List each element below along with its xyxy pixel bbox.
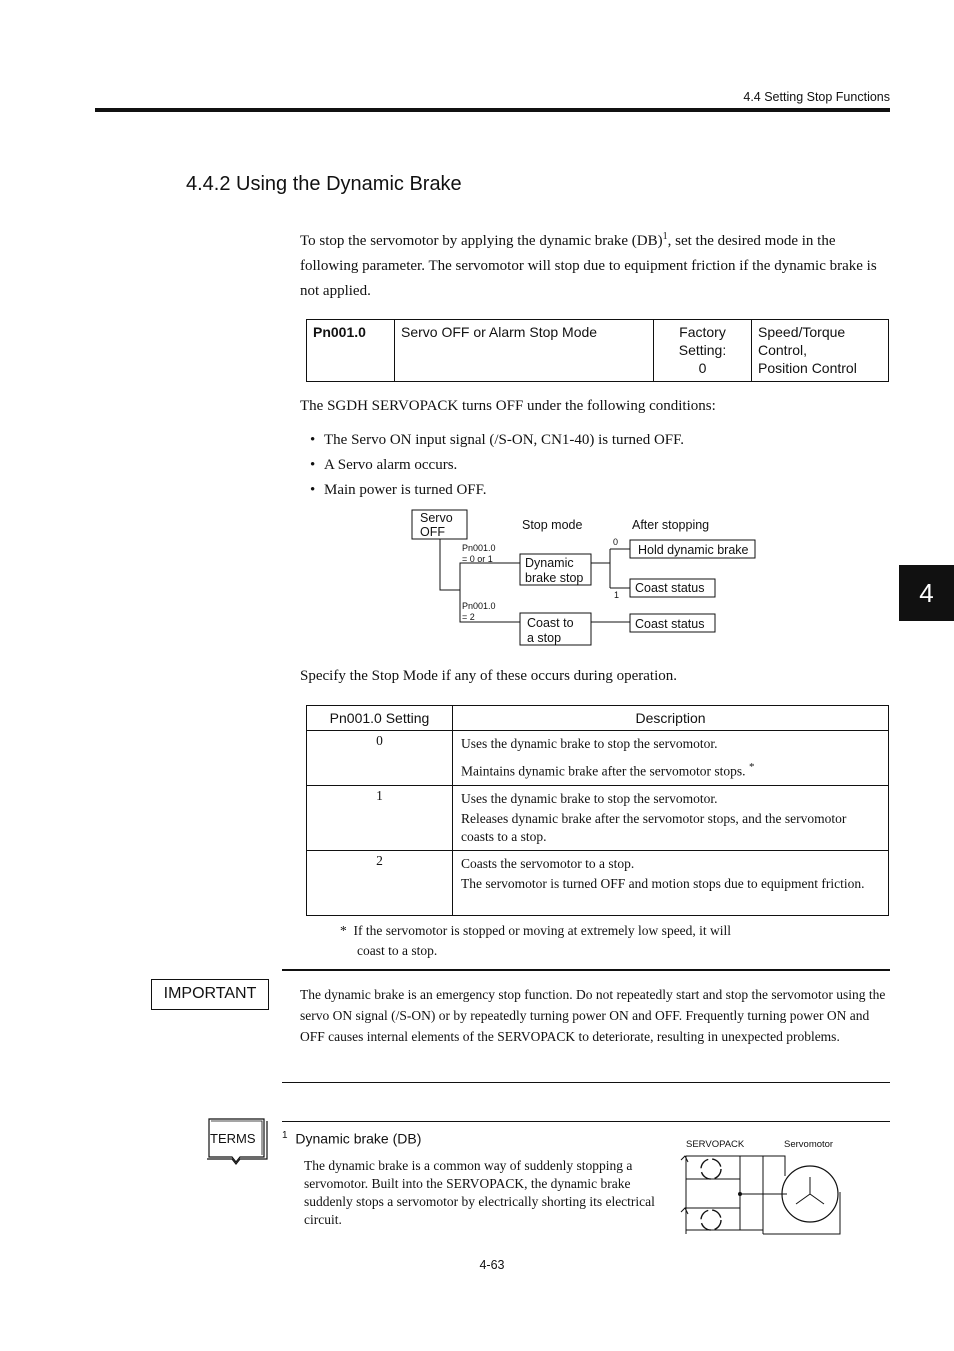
conditions-list [310, 428, 684, 503]
condition-b-label-1: Pn001.0 [462, 601, 496, 611]
dynamic-brake-stop-label-1: Dynamic [525, 556, 574, 570]
coast-status-label-1: Coast status [635, 581, 705, 595]
dynamic-brake-circuit-diagram [675, 1132, 850, 1242]
description-line: Coasts the servomotor to a stop. [461, 855, 635, 871]
stop-mode-header: Stop mode [522, 518, 583, 532]
setting-description [453, 850, 889, 915]
header-rule [95, 108, 890, 112]
terms-heading-text: Dynamic brake (DB) [295, 1130, 422, 1147]
setting-description [453, 731, 889, 786]
description-line [461, 758, 880, 781]
list-item: • The Servo ON input signal (/S-ON, CN1-40) is turned OFF. [310, 428, 684, 453]
footnote-line-1 [340, 921, 800, 941]
servomotor-label: Servomotor [784, 1139, 834, 1150]
conditions-intro: The SGDH SERVOPACK turns OFF under the following conditions: [300, 398, 716, 414]
control-mode-line2: Position Control [758, 360, 857, 376]
footnote-text: If the servomotor is stopped or moving at extremely low speed, it will [353, 923, 732, 938]
table-footnote [340, 921, 800, 961]
condition-b-label-2: = 2 [462, 612, 475, 622]
terms-label: TERMS [210, 1131, 256, 1146]
intro-text-after: , set the desired mode in the following parameter. The servomotor will stop due to equipment friction if the dynamic brake is not applied. [300, 233, 877, 299]
running-header: 4.4 Setting Stop Functions [743, 90, 890, 104]
list-item: • A Servo alarm occurs. [310, 453, 684, 478]
setting-value: 2 [307, 850, 453, 915]
branch-0-label: 0 [613, 537, 619, 547]
footnote-asterisk: * [748, 761, 755, 773]
page-number: 4-63 [479, 1258, 505, 1272]
param-name: Servo OFF or Alarm Stop Mode [395, 320, 654, 382]
parameter-table [306, 319, 889, 382]
setting-description [453, 785, 889, 850]
description-line: Releases dynamic brake after the servomotor stops, and the servomotor coasts to a stop. [461, 810, 847, 844]
important-rule-bottom [282, 1082, 890, 1083]
important-text: The dynamic brake is an emergency stop function. Do not repeatedly start and stop the servomotor using the servo ON signal (/S-ON) or by repeatedly turning power ON and OFF. Frequently turning power ON and OFF causes internal elements of the SERVOPACK to deteriorate, resulting in unexpected problems. [300, 987, 886, 1044]
factory-setting-value: 0 [698, 360, 707, 376]
list-item: • Main power is turned OFF. [310, 478, 684, 503]
book-icon [206, 1115, 270, 1167]
coast-status-label-2: Coast status [635, 617, 705, 631]
servo-off-label-2: OFF [420, 525, 445, 539]
table-header-description: Description [453, 706, 889, 731]
hold-dynamic-brake-label: Hold dynamic brake [638, 543, 749, 557]
description-line: Uses the dynamic brake to stop the servomotor. [461, 790, 718, 806]
setting-value: 1 [307, 785, 453, 850]
param-number: Pn001.0 [307, 320, 395, 382]
coast-to-stop-label-1: Coast to [527, 616, 574, 630]
important-label: IMPORTANT [151, 979, 269, 1010]
section-title: 4.4.2 Using the Dynamic Brake [186, 173, 462, 195]
terms-heading [282, 1130, 421, 1147]
description-text: Maintains dynamic brake after the servomotor stops. [461, 763, 746, 779]
footnote-mark: * [340, 923, 347, 938]
factory-setting-cell [654, 320, 752, 382]
control-mode-line1: Speed/Torque Control, [758, 324, 846, 358]
setting-value: 0 [307, 731, 453, 786]
control-mode-cell [752, 320, 889, 382]
stop-mode-diagram [405, 505, 765, 650]
terms-rule [282, 1121, 890, 1122]
branch-1-label: 1 [614, 590, 620, 600]
intro-paragraph [300, 224, 890, 304]
condition-a-label-2: = 0 or 1 [462, 554, 493, 564]
condition-a-label-1: Pn001.0 [462, 543, 496, 553]
table-header-setting: Pn001.0 Setting [307, 706, 453, 731]
specify-paragraph: Specify the Stop Mode if any of these occurs during operation. [300, 668, 677, 684]
servopack-label: SERVOPACK [686, 1139, 745, 1150]
important-rule-top [282, 969, 890, 971]
dynamic-brake-stop-label-2: brake stop [525, 571, 584, 585]
description-line: Uses the dynamic brake to stop the servomotor. [461, 736, 718, 751]
after-stopping-header: After stopping [632, 518, 710, 532]
factory-setting-label: Factory Setting: [678, 324, 727, 358]
terms-number: 1 [282, 1130, 288, 1141]
coast-to-stop-label-2: a stop [527, 631, 562, 645]
chapter-tab[interactable]: 4 [899, 565, 954, 621]
footnote-ref-1[interactable]: 1 [662, 231, 668, 242]
footnote-line-2: coast to a stop. [357, 943, 438, 958]
intro-text-before: To stop the servomotor by applying the dynamic brake (DB) [300, 233, 663, 249]
table-row [307, 731, 889, 786]
stop-mode-table [306, 705, 889, 916]
description-line: The servomotor is turned OFF and motion stops due to equipment friction. [461, 875, 865, 891]
table-row [307, 785, 889, 850]
table-row [307, 850, 889, 915]
terms-body: The dynamic brake is a common way of suddenly stopping a servomotor. Built into the SERVOPACK, the dynamic brake suddenly stops a servomotor by electrically shorting its electrical circuit. [304, 1158, 655, 1227]
servo-off-label-1: Servo [420, 511, 453, 525]
